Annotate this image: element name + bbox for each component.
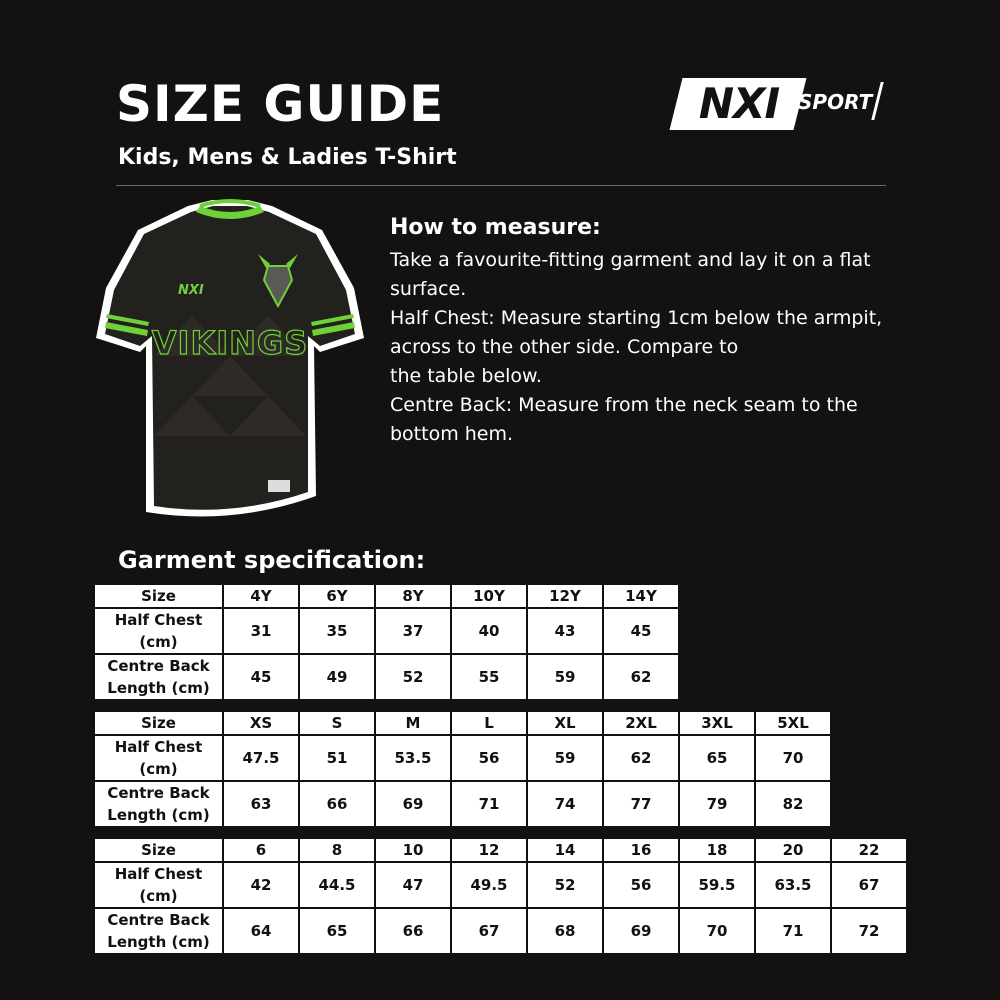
size-cell: XL <box>527 711 603 735</box>
size-cell: 16 <box>603 838 679 862</box>
row-label-centre-back: Centre Back Length (cm) <box>94 781 223 827</box>
centre-back-cell: 66 <box>299 781 375 827</box>
logo-text: NXI <box>698 79 780 128</box>
spec-title: Garment specification: <box>118 546 426 574</box>
centre-back-cell: 70 <box>679 908 755 954</box>
size-cell: 6Y <box>299 584 375 608</box>
size-cell: 6 <box>223 838 299 862</box>
half-chest-cell: 37 <box>375 608 451 654</box>
centre-back-cell: 59 <box>527 654 603 700</box>
half-chest-cell: 62 <box>603 735 679 781</box>
size-cell: 5XL <box>755 711 831 735</box>
size-cell: 18 <box>679 838 755 862</box>
table-row <box>94 584 679 608</box>
logo-suffix: SPORT <box>798 90 873 114</box>
half-chest-cell: 49.5 <box>451 862 527 908</box>
centre-back-cell: 52 <box>375 654 451 700</box>
size-cell: 10 <box>375 838 451 862</box>
row-label-half-chest: Half Chest (cm) <box>94 862 223 908</box>
size-cell: 12Y <box>527 584 603 608</box>
centre-back-cell: 71 <box>451 781 527 827</box>
centre-back-cell: 69 <box>603 908 679 954</box>
size-cell: L <box>451 711 527 735</box>
table-row <box>94 781 831 827</box>
centre-back-cell: 71 <box>755 908 831 954</box>
size-table-kids <box>93 583 680 701</box>
table-row <box>94 838 907 862</box>
centre-back-cell: 45 <box>223 654 299 700</box>
tshirt-image <box>92 196 368 526</box>
measure-line-3: the table below. <box>390 365 542 387</box>
row-label-centre-back: Centre Back Length (cm) <box>94 654 223 700</box>
row-label-size: Size <box>94 584 223 608</box>
centre-back-cell: 79 <box>679 781 755 827</box>
centre-back-cell: 62 <box>603 654 679 700</box>
measure-heading: How to measure: <box>390 215 601 240</box>
centre-back-cell: 82 <box>755 781 831 827</box>
centre-back-cell: 64 <box>223 908 299 954</box>
header-divider <box>116 185 886 186</box>
size-cell: 12 <box>451 838 527 862</box>
size-cell: S <box>299 711 375 735</box>
half-chest-cell: 65 <box>679 735 755 781</box>
half-chest-cell: 47.5 <box>223 735 299 781</box>
measure-line-1: Take a favourite-fitting garment and lay it on a flat surface. <box>390 249 871 300</box>
half-chest-cell: 52 <box>527 862 603 908</box>
half-chest-cell: 47 <box>375 862 451 908</box>
half-chest-cell: 70 <box>755 735 831 781</box>
measure-line-2: Half Chest: Measure starting 1cm below the armpit, across to the other side. Compare to <box>390 307 883 358</box>
half-chest-cell: 35 <box>299 608 375 654</box>
half-chest-cell: 59 <box>527 735 603 781</box>
size-cell: M <box>375 711 451 735</box>
centre-back-cell: 68 <box>527 908 603 954</box>
centre-back-cell: 55 <box>451 654 527 700</box>
centre-back-cell: 69 <box>375 781 451 827</box>
half-chest-cell: 45 <box>603 608 679 654</box>
row-label-half-chest: Half Chest (cm) <box>94 608 223 654</box>
half-chest-cell: 67 <box>831 862 907 908</box>
size-table-adult-letters <box>93 710 832 828</box>
row-label-half-chest: Half Chest (cm) <box>94 735 223 781</box>
size-cell: 4Y <box>223 584 299 608</box>
size-cell: XS <box>223 711 299 735</box>
half-chest-cell: 56 <box>451 735 527 781</box>
half-chest-cell: 42 <box>223 862 299 908</box>
table-row <box>94 711 831 735</box>
half-chest-cell: 31 <box>223 608 299 654</box>
row-label-size: Size <box>94 838 223 862</box>
centre-back-cell: 67 <box>451 908 527 954</box>
centre-back-cell: 63 <box>223 781 299 827</box>
size-cell: 14 <box>527 838 603 862</box>
page-subtitle: Kids, Mens & Ladies T-Shirt <box>118 145 457 170</box>
half-chest-cell: 63.5 <box>755 862 831 908</box>
row-label-centre-back: Centre Back Length (cm) <box>94 908 223 954</box>
size-cell: 20 <box>755 838 831 862</box>
size-cell: 8 <box>299 838 375 862</box>
half-chest-cell: 44.5 <box>299 862 375 908</box>
shirt-brand-text: NXI <box>178 283 204 298</box>
half-chest-cell: 56 <box>603 862 679 908</box>
centre-back-cell: 72 <box>831 908 907 954</box>
size-cell: 22 <box>831 838 907 862</box>
table-row <box>94 735 831 781</box>
size-cell: 3XL <box>679 711 755 735</box>
size-cell: 10Y <box>451 584 527 608</box>
half-chest-cell: 59.5 <box>679 862 755 908</box>
measure-line-4: Centre Back: Measure from the neck seam to the bottom hem. <box>390 394 858 445</box>
shirt-team-text: VIKINGS <box>151 324 309 362</box>
centre-back-cell: 49 <box>299 654 375 700</box>
half-chest-cell: 51 <box>299 735 375 781</box>
size-cell: 14Y <box>603 584 679 608</box>
size-table-adult-numeric <box>93 837 908 955</box>
row-label-size: Size <box>94 711 223 735</box>
centre-back-cell: 66 <box>375 908 451 954</box>
half-chest-cell: 53.5 <box>375 735 451 781</box>
centre-back-cell: 65 <box>299 908 375 954</box>
table-row <box>94 608 679 654</box>
table-row <box>94 862 907 908</box>
page-title: SIZE GUIDE <box>116 75 445 133</box>
brand-logo <box>676 76 891 134</box>
half-chest-cell: 40 <box>451 608 527 654</box>
table-row <box>94 654 679 700</box>
size-cell: 8Y <box>375 584 451 608</box>
table-row <box>94 908 907 954</box>
how-to-measure <box>390 210 910 449</box>
half-chest-cell: 43 <box>527 608 603 654</box>
centre-back-cell: 77 <box>603 781 679 827</box>
centre-back-cell: 74 <box>527 781 603 827</box>
size-cell: 2XL <box>603 711 679 735</box>
